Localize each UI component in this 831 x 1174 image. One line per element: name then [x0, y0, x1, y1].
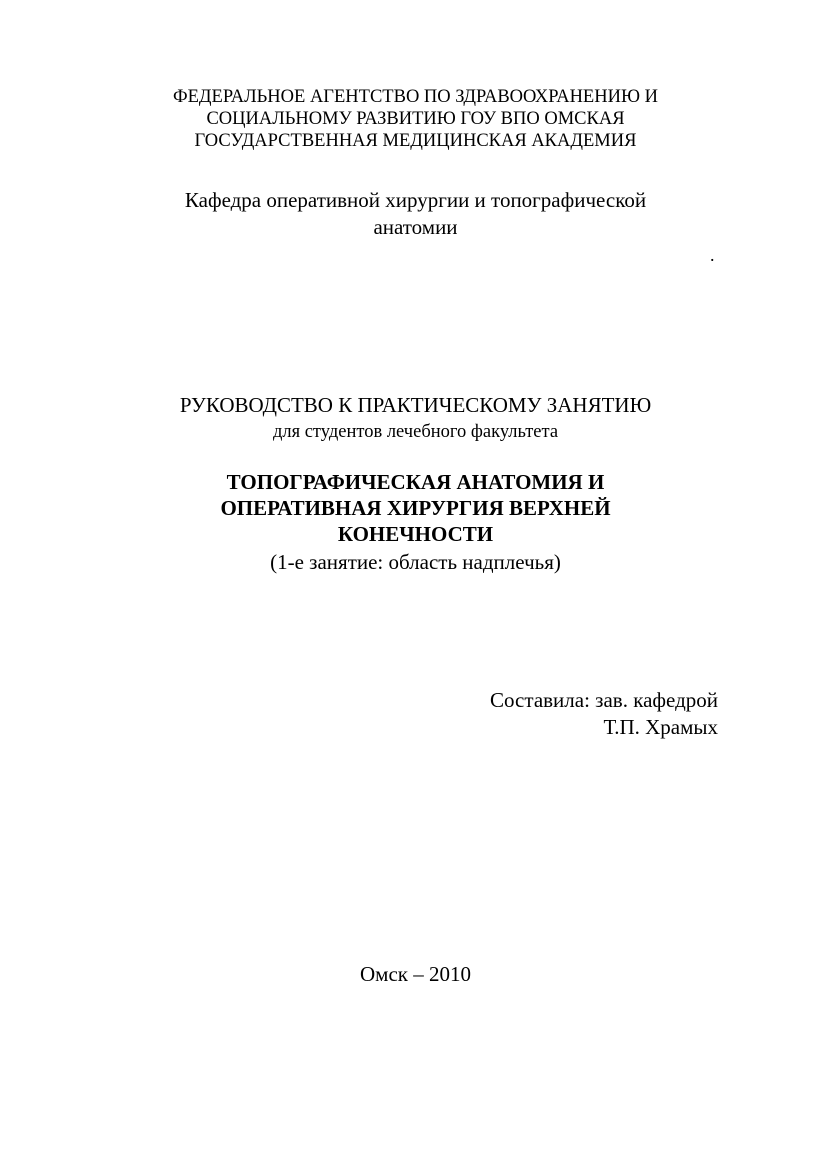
department-line-1: Кафедра оперативной хирургии и топографической	[184, 188, 647, 212]
topic-line-1: ТОПОГРАФИЧЕСКАЯ АНАТОМИЯ И	[226, 470, 605, 494]
topic-line-2: ОПЕРАТИВНАЯ ХИРУРГИЯ ВЕРХНЕЙ	[220, 496, 611, 520]
city-year: Омск – 2010	[360, 962, 471, 986]
agency-line-1: ФЕДЕРАЛЬНОЕ АГЕНТСТВО ПО ЗДРАВООХРАНЕНИЮ И	[173, 87, 658, 107]
topic-line-3: КОНЕЧНОСТИ	[337, 522, 494, 546]
agency-line-2: СОЦИАЛЬНОМУ РАЗВИТИЮ ГОУ ВПО ОМСКАЯ	[206, 109, 625, 129]
author-role: Составила: зав. кафедрой	[490, 688, 718, 712]
agency-line-3: ГОСУДАРСТВЕННАЯ МЕДИЦИНСКАЯ АКАДЕМИЯ	[194, 131, 637, 151]
stray-dot: .	[710, 245, 715, 265]
session-subtitle: (1-е занятие: область надплечья)	[270, 550, 561, 574]
guide-audience: для студентов лечебного факультета	[272, 422, 559, 442]
department-line-2: анатомии	[373, 215, 458, 239]
author-name: Т.П. Храмых	[603, 715, 718, 739]
guide-title: РУКОВОДСТВО К ПРАКТИЧЕСКОМУ ЗАНЯТИЮ	[179, 393, 652, 417]
